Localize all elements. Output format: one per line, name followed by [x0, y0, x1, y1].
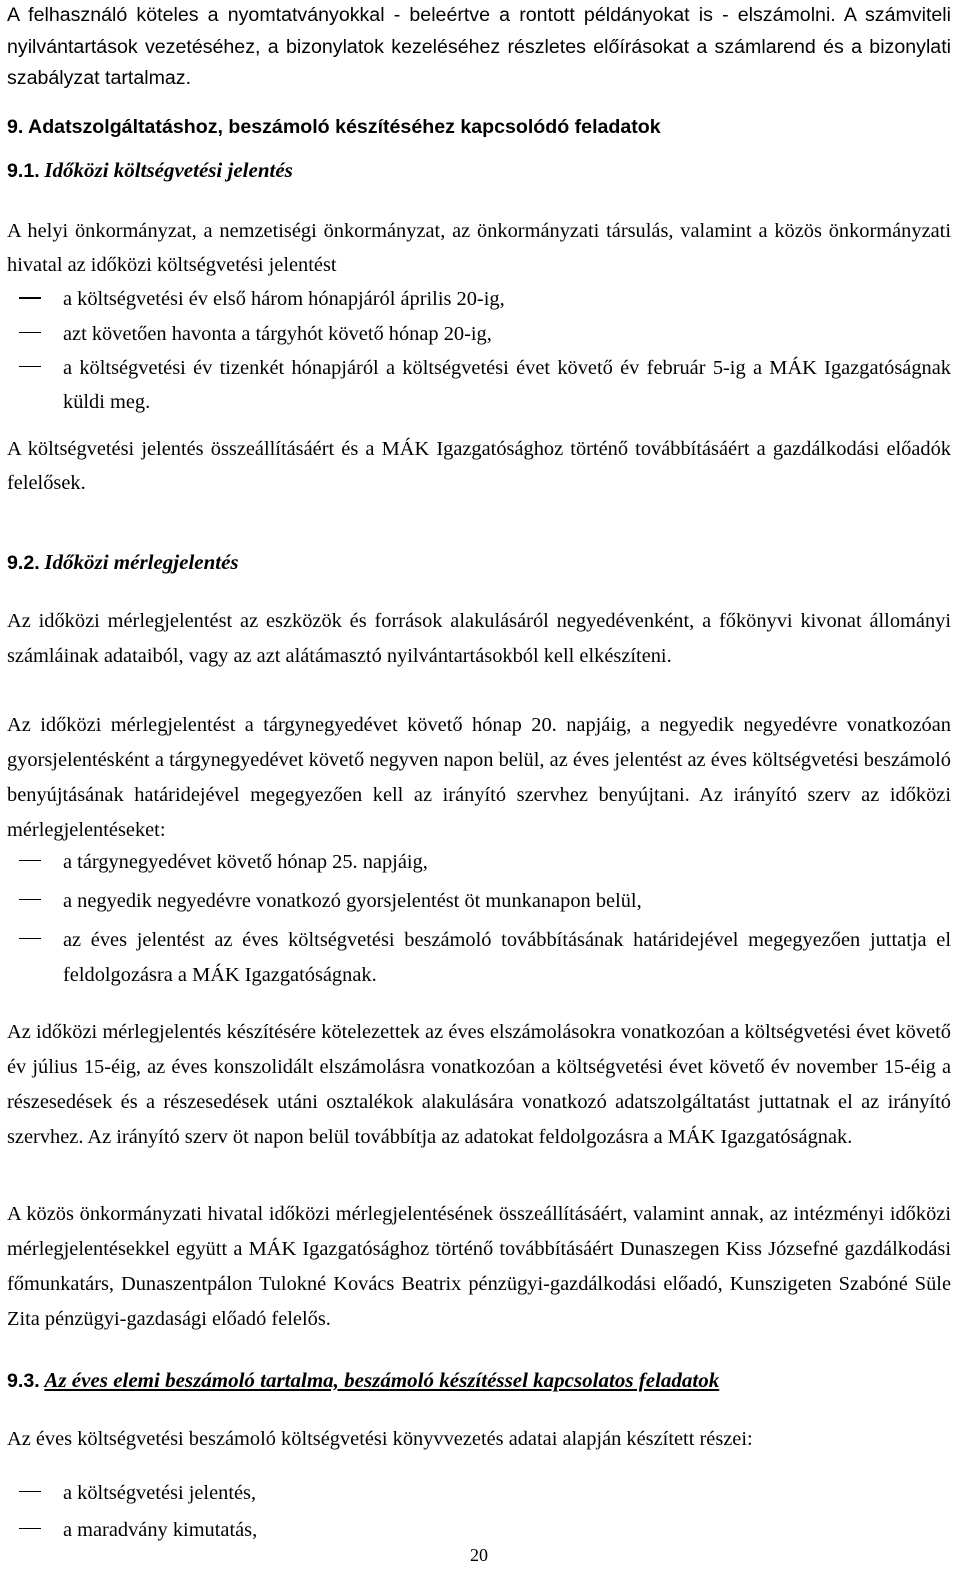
list-item: [7, 317, 951, 351]
section-9-3-title: Az éves elemi beszámoló tartalma, beszámoló készítéssel kapcsolatos feladatok: [44, 1368, 720, 1392]
list-item-text: a tárgynegyedévet követő hónap 25. napjáig,: [63, 851, 428, 873]
section-9-1-heading: [7, 156, 293, 186]
list-item-text: a költségvetési év első három hónapjáról április 20-ig,: [63, 288, 505, 311]
section-9-2-number: 9.2.: [7, 552, 40, 574]
list-item: [7, 923, 951, 993]
section-9-2-title: Időközi mérlegjelentés: [44, 550, 239, 574]
section-9-2-paragraph-4: A közös önkormányzati hivatal időközi mérlegjelentésének összeállításáért, valamint annak, az intézményi időközi mérlegjelentésekkel együtt a MÁK Igazgatósághoz történő továbbításáért Dunaszegen Kiss Józsefné gazdálkodási főmunkatárs, Dunaszentpálon Tulokné Kovács Beatrix pénzügyi-gazdálkodási előadó, Kunszigeten Szabóné Süle Zita pénzügyi-gazdasági előadó felelős.: [7, 1203, 951, 1330]
section-9-2-paragraph-3: Az időközi mérlegjelentés készítésére kötelezettek az éves elszámolásokra vonatkozóan a költségvetési évet követő év július 15-éig, az éves konszolidált elszámolásra vonatkozóan a költségvetési évet követő év november 15-éig a részesedések és a részesedések utáni osztalékok alakulására vonatkozó adatszolgáltatást juttatnak el az irányító szervhez. Az irányító szerv öt napon belül továbbítja az adatokat feldolgozásra a MÁK Igazgatóságnak.: [7, 1021, 951, 1148]
section-9-1-number: 9.1.: [7, 160, 40, 182]
section-9-2-paragraph-3-wrap: [7, 1015, 951, 1155]
section-9-3-heading: [7, 1366, 719, 1396]
section-9-2-paragraph-1-wrap: [7, 604, 951, 674]
list-item-text: a negyedik negyedévre vonatkozó gyorsjelentést öt munkanapon belül,: [63, 890, 642, 912]
section-9-2-heading: [7, 548, 239, 578]
list-item: [7, 845, 951, 880]
document-page: [7, 0, 951, 1581]
list-item: [7, 1513, 951, 1548]
section-9-1-paragraph-2: A költségvetési jelentés összeállításáért és a MÁK Igazgatósághoz történő továbbításáért a gazdálkodási előadók felelősek.: [7, 438, 951, 495]
section-9-2-paragraph-2-wrap: [7, 708, 951, 848]
section-9-3-number: 9.3.: [7, 1370, 40, 1392]
section-9-3-body: [7, 1422, 951, 1457]
list-item-text: a költségvetési jelentés,: [63, 1482, 257, 1504]
section-9-3-list-wrap: [7, 1476, 951, 1548]
section-9-3-paragraph-1: Az éves költségvetési beszámoló költségvetési könyvvezetés adatai alapján készített részei:: [7, 1428, 753, 1450]
section-9-2-list-wrap: [7, 845, 951, 993]
intro-paragraph: A felhasználó köteles a nyomtatványokkal - beleértve a rontott példányokat is - elszámolni. A számviteli nyilvántartások vezetéséhez, a bizonylatok kezeléséhez részletes előírásokat a számlarend és a bizonylati szabályzat tartalmaz.: [7, 4, 951, 89]
list-item-text: a költségvetési év tizenkét hónapjáról a költségvetési évet követő év február 5-ig a MÁK Igazgatóságnak küldi meg.: [63, 356, 951, 414]
list-item: [7, 1476, 951, 1511]
section-9-1-list: [7, 282, 951, 419]
section-9-3-list: [7, 1476, 951, 1548]
section-9-2-paragraph-2: Az időközi mérlegjelentést a tárgynegyedévet követő hónap 20. napjáig, a negyedik negyedévre vonatkozóan gyorsjelentésként a tárgynegyedévet követő negyven napon belül, az éves jelentést az éves költségvetési beszámoló benyújtásának határidejével megegyezően kell az irányító szervhez benyújtani. Az irányító szerv az időközi mérlegjelentéseket:: [7, 714, 951, 841]
list-item: [7, 884, 951, 919]
section-9-2-paragraph-1: Az időközi mérlegjelentést az eszközök és források alakulásáról negyedévenként, a főkönyvi kivonat állományi számláinak adataiból, vagy az azt alátámasztó nyilvántartásokból kell elkészíteni.: [7, 610, 951, 667]
list-item-text: a maradvány kimutatás,: [63, 1519, 258, 1541]
section-9-1-paragraph-2-wrap: [7, 432, 951, 500]
page-number: 20: [470, 1545, 488, 1565]
section-9-2-list: [7, 845, 951, 993]
list-item-text: azt követően havonta a tárgyhót követő hónap 20-ig,: [63, 322, 492, 345]
section-9-1-title: Időközi költségvetési jelentés: [44, 158, 293, 182]
list-item: [7, 351, 951, 419]
section-9-2-paragraph-4-wrap: [7, 1197, 951, 1337]
list-item: [7, 282, 951, 316]
section-9-1-body: [7, 214, 951, 419]
list-item-text: az éves jelentést az éves költségvetési beszámoló továbbításának határidejével megegyezően juttatja el feldolgozásra a MÁK Igazgatóságnak.: [63, 929, 951, 986]
section-9-1-paragraph-1: A helyi önkormányzat, a nemzetiségi önkormányzat, az önkormányzati társulás, valamint a közös önkormányzati hivatal az időközi költségvetési jelentést: [7, 220, 951, 277]
section-9-heading: 9. Adatszolgáltatáshoz, beszámoló készítéséhez kapcsolódó feladatok: [7, 116, 661, 138]
